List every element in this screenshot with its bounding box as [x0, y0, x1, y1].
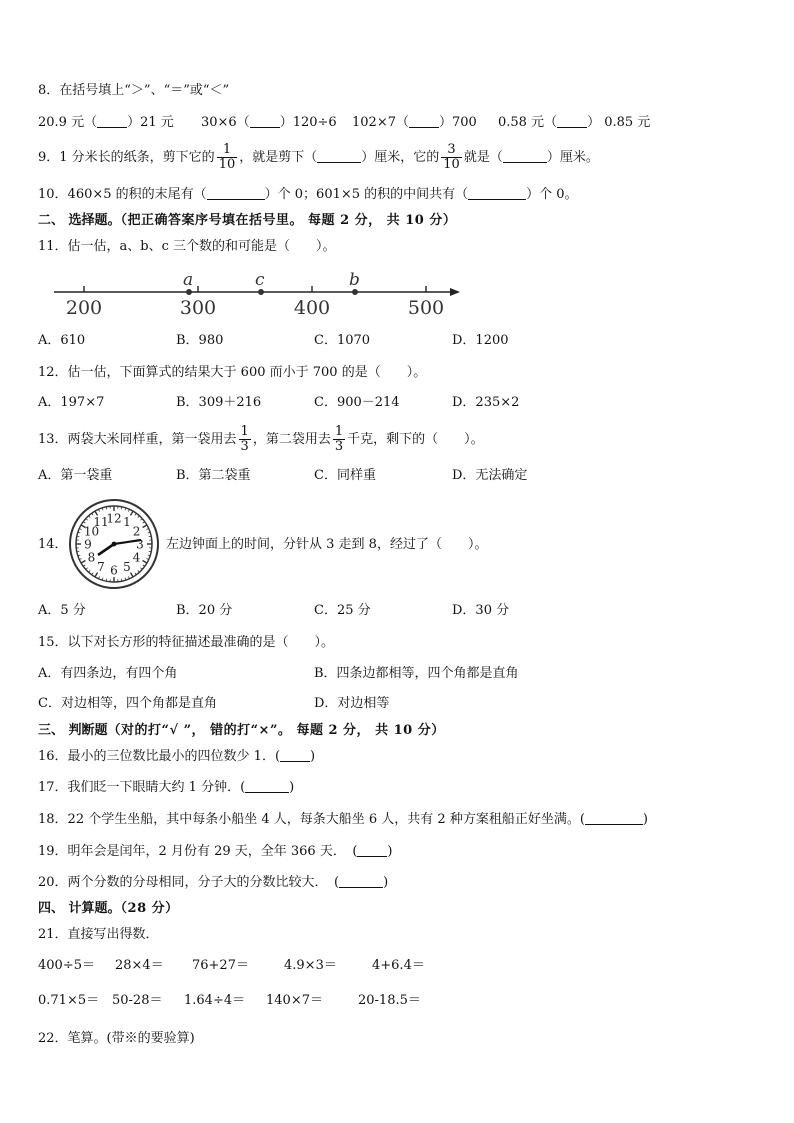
- section-2-header: 二、 选择题。（把正确答案序号填在括号里。 每题 2 分， 共 10 分）: [38, 213, 457, 228]
- q15-option-a[interactable]: A．有四条边，有四个角: [38, 666, 178, 681]
- answer-blank[interactable]: [245, 779, 289, 793]
- q14-option-c[interactable]: C．25 分: [314, 603, 371, 618]
- clock-tick: [140, 519, 142, 521]
- q16: 16．最小的三位数比最小的四位数少 1．( ): [38, 749, 316, 764]
- fraction: $\frac{1}{3}$: [240, 424, 249, 454]
- calc-item: 28×4＝: [115, 958, 164, 973]
- answer-blank[interactable]: [339, 874, 383, 888]
- clock-tick: [106, 579, 107, 581]
- clock-tick: [131, 573, 134, 577]
- q19: 19．明年会是闰年，2 月份有 29 天，全年 366 天． ( ): [38, 844, 393, 859]
- q21-text: 21．直接写出得数．: [38, 927, 159, 942]
- calc-item: 4+6.4＝: [372, 958, 425, 973]
- clock-number: 12: [106, 511, 122, 526]
- q12-option-d[interactable]: D．235×2: [452, 395, 520, 410]
- clock-tick: [138, 516, 140, 518]
- q9: 9．1 分米长的纸条，剪下它的 $\frac{1}{10}$ ，就是剪下（ ）厘米，它的 $\frac{3}{10}$ 就是（ ）厘米。: [38, 142, 599, 172]
- answer-blank[interactable]: [357, 843, 387, 857]
- clock-tick: [121, 579, 122, 581]
- q14-option-b[interactable]: B．20 分: [176, 603, 233, 618]
- answer-blank[interactable]: [97, 114, 127, 128]
- q13-option-c[interactable]: C．同样重: [314, 468, 376, 483]
- fraction: $\frac{1}{10}$: [218, 142, 236, 172]
- q14-option-d[interactable]: D．30 分: [452, 603, 510, 618]
- answer-blank[interactable]: [585, 811, 643, 825]
- clock-tick: [149, 551, 151, 552]
- clock-number: 4: [132, 550, 141, 565]
- clock-number: 8: [87, 550, 96, 565]
- answer-blank[interactable]: [250, 114, 280, 128]
- q18: 18．22 个学生坐船，其中每条小船坐 4 人，每条大船坐 6 人，共有 2 种方案租船正好坐满。( ): [38, 812, 648, 827]
- q17: 17．我们眨一下眼睛大约 1 分钟．( ): [38, 780, 295, 795]
- answer-blank[interactable]: [317, 149, 361, 163]
- q10: 10．460×5 的积的末尾有（ ）个 0；601×5 的积的中间共有（ ）个 0。: [38, 187, 578, 202]
- q11-option-b[interactable]: B．980: [176, 333, 224, 348]
- calc-item: 4.9×3＝: [284, 958, 337, 973]
- q12-option-b[interactable]: B．309＋216: [176, 395, 262, 410]
- clock-tick: [106, 507, 107, 509]
- clock-number: 5: [123, 560, 131, 575]
- q12-option-c[interactable]: C．900－214: [314, 395, 400, 410]
- clock-tick: [140, 568, 142, 570]
- number-line-tick-label: 400: [293, 297, 331, 319]
- calc-item: 0.71×5＝: [38, 993, 100, 1008]
- q15-text: 15．以下对长方形的特征描述最准确的是（ ）。: [38, 635, 335, 650]
- calc-item: 400÷5＝: [38, 958, 95, 973]
- number-line-tick-label: 500: [407, 297, 445, 319]
- q15-option-b[interactable]: B．四条边都相等，四个角都是直角: [314, 666, 519, 681]
- section-3-header: 三、 判断题（对的打“√ ”， 错的打“×”。 每题 2 分， 共 10 分）: [38, 723, 445, 738]
- answer-blank[interactable]: [557, 114, 587, 128]
- number-line-tick-label: 300: [179, 297, 217, 319]
- number-line-tick-label: 200: [65, 297, 103, 319]
- answer-blank[interactable]: [468, 186, 526, 200]
- q8-title: 8．在括号填上“＞”、“＝”或“＜”: [38, 83, 230, 98]
- calc-item: 1.64÷4＝: [184, 993, 246, 1008]
- calc-item: 140×7＝: [266, 993, 323, 1008]
- q14-text: 左边钟面上的时间，分针从 3 走到 8，经过了（ ）。: [166, 537, 488, 552]
- clock-number: 1: [123, 514, 131, 529]
- answer-blank[interactable]: [409, 114, 439, 128]
- q13-option-d[interactable]: D．无法确定: [452, 468, 528, 483]
- clock-tick: [86, 568, 88, 570]
- number-line-point-label: b: [349, 270, 360, 290]
- fraction: $\frac{3}{10}$: [443, 142, 460, 172]
- section-4-header: 四、 计算题。（28 分）: [38, 901, 179, 916]
- q15-option-c[interactable]: C．对边相等，四个角都是直角: [38, 696, 217, 711]
- calc-item: 50-28＝: [112, 993, 163, 1008]
- clock-tick: [143, 561, 147, 564]
- q22-text: 22．笔算。(带※的要验算): [38, 1031, 195, 1046]
- q8-item-3: 102×7（ ）700: [352, 115, 477, 130]
- q8-item-2: 30×6（ ）120÷6: [201, 115, 337, 130]
- clock-number: 6: [110, 563, 118, 578]
- q14-option-a[interactable]: A．5 分: [38, 603, 86, 618]
- q8-item-4: 0.58 元（ ） 0.85 元: [498, 115, 651, 130]
- calc-item: 76+27＝: [192, 958, 249, 973]
- clock-number: 7: [97, 560, 105, 575]
- q15-option-d[interactable]: D．对边相等: [314, 696, 390, 711]
- q11-text: 11．估一估，a、b、c 三个数的和可能是（ ）。: [38, 239, 336, 254]
- clock-tick: [131, 511, 134, 515]
- clock-number: 11: [93, 514, 109, 529]
- hour-hand: [98, 544, 114, 555]
- clock-tick: [143, 525, 147, 528]
- q13-option-b[interactable]: B．第二袋重: [176, 468, 251, 483]
- answer-blank[interactable]: [207, 186, 265, 200]
- clock-tick: [77, 536, 79, 537]
- answer-blank[interactable]: [280, 748, 310, 762]
- clock-number: 10: [83, 524, 100, 539]
- q11-option-d[interactable]: D．1200: [452, 333, 509, 348]
- q12-option-a[interactable]: A．197×7: [38, 395, 105, 410]
- number-line-point-label: c: [255, 270, 265, 290]
- clock-tick: [81, 561, 85, 564]
- number-line-point-label: a: [183, 270, 194, 290]
- clock-tick: [89, 570, 91, 572]
- q11-option-c[interactable]: C．1070: [314, 333, 371, 348]
- q12-text: 12．估一估，下面算式的结果大于 600 而小于 700 的是（ ）。: [38, 365, 427, 380]
- clock-icon: [66, 498, 162, 590]
- clock-number: 2: [132, 524, 141, 539]
- number-line: [48, 268, 468, 320]
- clock-number: 9: [84, 537, 92, 552]
- q13-option-a[interactable]: A．第一袋重: [38, 468, 113, 483]
- calc-item: 20-18.5＝: [358, 993, 421, 1008]
- clock-tick: [77, 551, 79, 552]
- clock-tick: [138, 570, 140, 572]
- q20: 20．两个分数的分母相同，分子大的分数比较大． ( ): [38, 875, 389, 890]
- q14-number: 14．: [38, 537, 68, 552]
- q11-option-a[interactable]: A．610: [38, 333, 86, 348]
- clock-number: 3: [136, 537, 144, 552]
- clock-tick: [89, 516, 91, 518]
- answer-blank[interactable]: [503, 149, 547, 163]
- clock-tick: [86, 519, 88, 521]
- q13: 13．两袋大米同样重，第一袋用去 $\frac{1}{3}$ ，第二袋用去 $\frac{1}{3}$ 千克，剩下的（ ）。: [38, 424, 484, 454]
- clock-tick: [149, 536, 151, 537]
- arrow-icon: [450, 288, 460, 296]
- fraction: $\frac{1}{3}$: [334, 424, 344, 454]
- clock-tick: [121, 507, 122, 509]
- q8-item-1: 20.9 元（ ）21 元: [38, 115, 174, 130]
